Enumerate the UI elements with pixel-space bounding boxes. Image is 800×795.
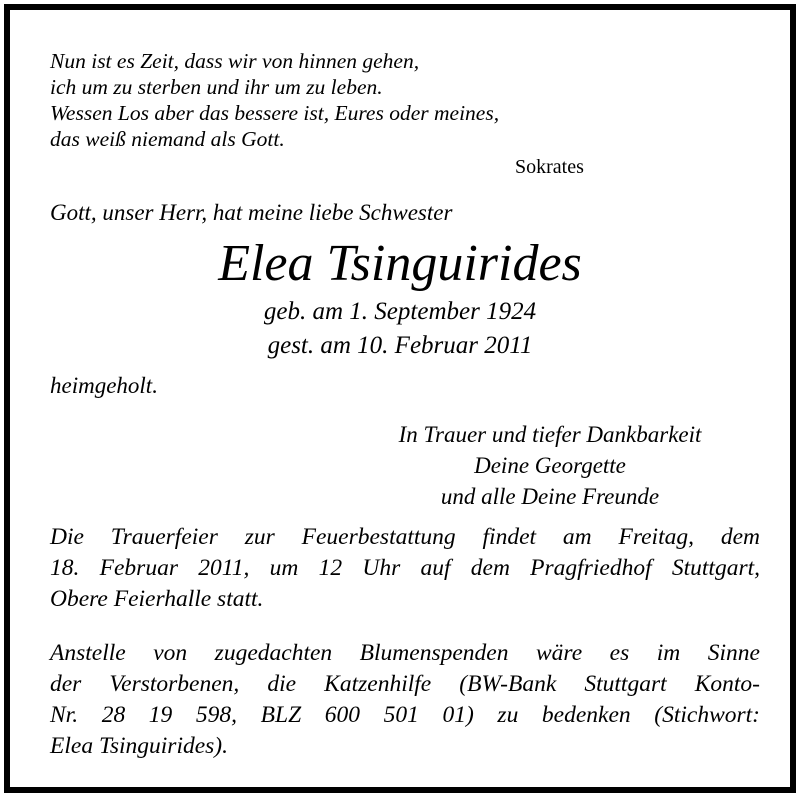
announcement-intro: Gott, unser Herr, hat meine liebe Schwester <box>50 200 453 225</box>
donation-line: Anstelle von zugedachten Blumenspenden wäre es im Sinne <box>50 640 760 666</box>
poem-author: Sokrates <box>515 156 584 178</box>
poem-line: das weiß niemand als Gott. <box>50 127 285 151</box>
deceased-name: Elea Tsinguirides <box>218 235 582 292</box>
death-date: gest. am 10. Februar 2011 <box>267 332 533 359</box>
birth-date: geb. am 1. September 1924 <box>263 298 537 325</box>
mourners-line: und alle Deine Freunde <box>440 484 660 509</box>
poem-line: Nun ist es Zeit, dass wir von hinnen gehen, <box>50 49 420 73</box>
mourners-signature <box>330 419 770 512</box>
life-dates <box>10 295 790 363</box>
donation-line: Nr. 28 19 598, BLZ 600 501 01) zu bedenken (Stichwort: <box>50 702 760 728</box>
mourners-line: In Trauer und tiefer Dankbarkeit <box>398 422 702 447</box>
poem-line: ich um zu sterben und ihr um zu leben. <box>50 75 383 99</box>
funeral-details <box>50 522 760 615</box>
donation-line: der Verstorbenen, die Katzenhilfe (BW-Bank Stuttgart Konto- <box>50 671 760 697</box>
obituary-notice <box>4 4 796 793</box>
poem-line: Wessen Los aber das bessere ist, Eures oder meines, <box>50 101 500 125</box>
announcement-homecall: heimgeholt. <box>50 373 158 398</box>
funeral-line: Die Trauerfeier zur Feuerbestattung findet am Freitag, dem <box>50 524 760 550</box>
funeral-line: 18. Februar 2011, um 12 Uhr auf dem Pragfriedhof Stuttgart, <box>50 555 760 581</box>
donation-request <box>50 638 760 762</box>
funeral-line: Obere Feierhalle statt. <box>50 586 264 612</box>
poem-quote <box>50 48 499 152</box>
mourners-line: Deine Georgette <box>474 453 626 478</box>
donation-line: Elea Tsinguirides). <box>50 733 229 759</box>
